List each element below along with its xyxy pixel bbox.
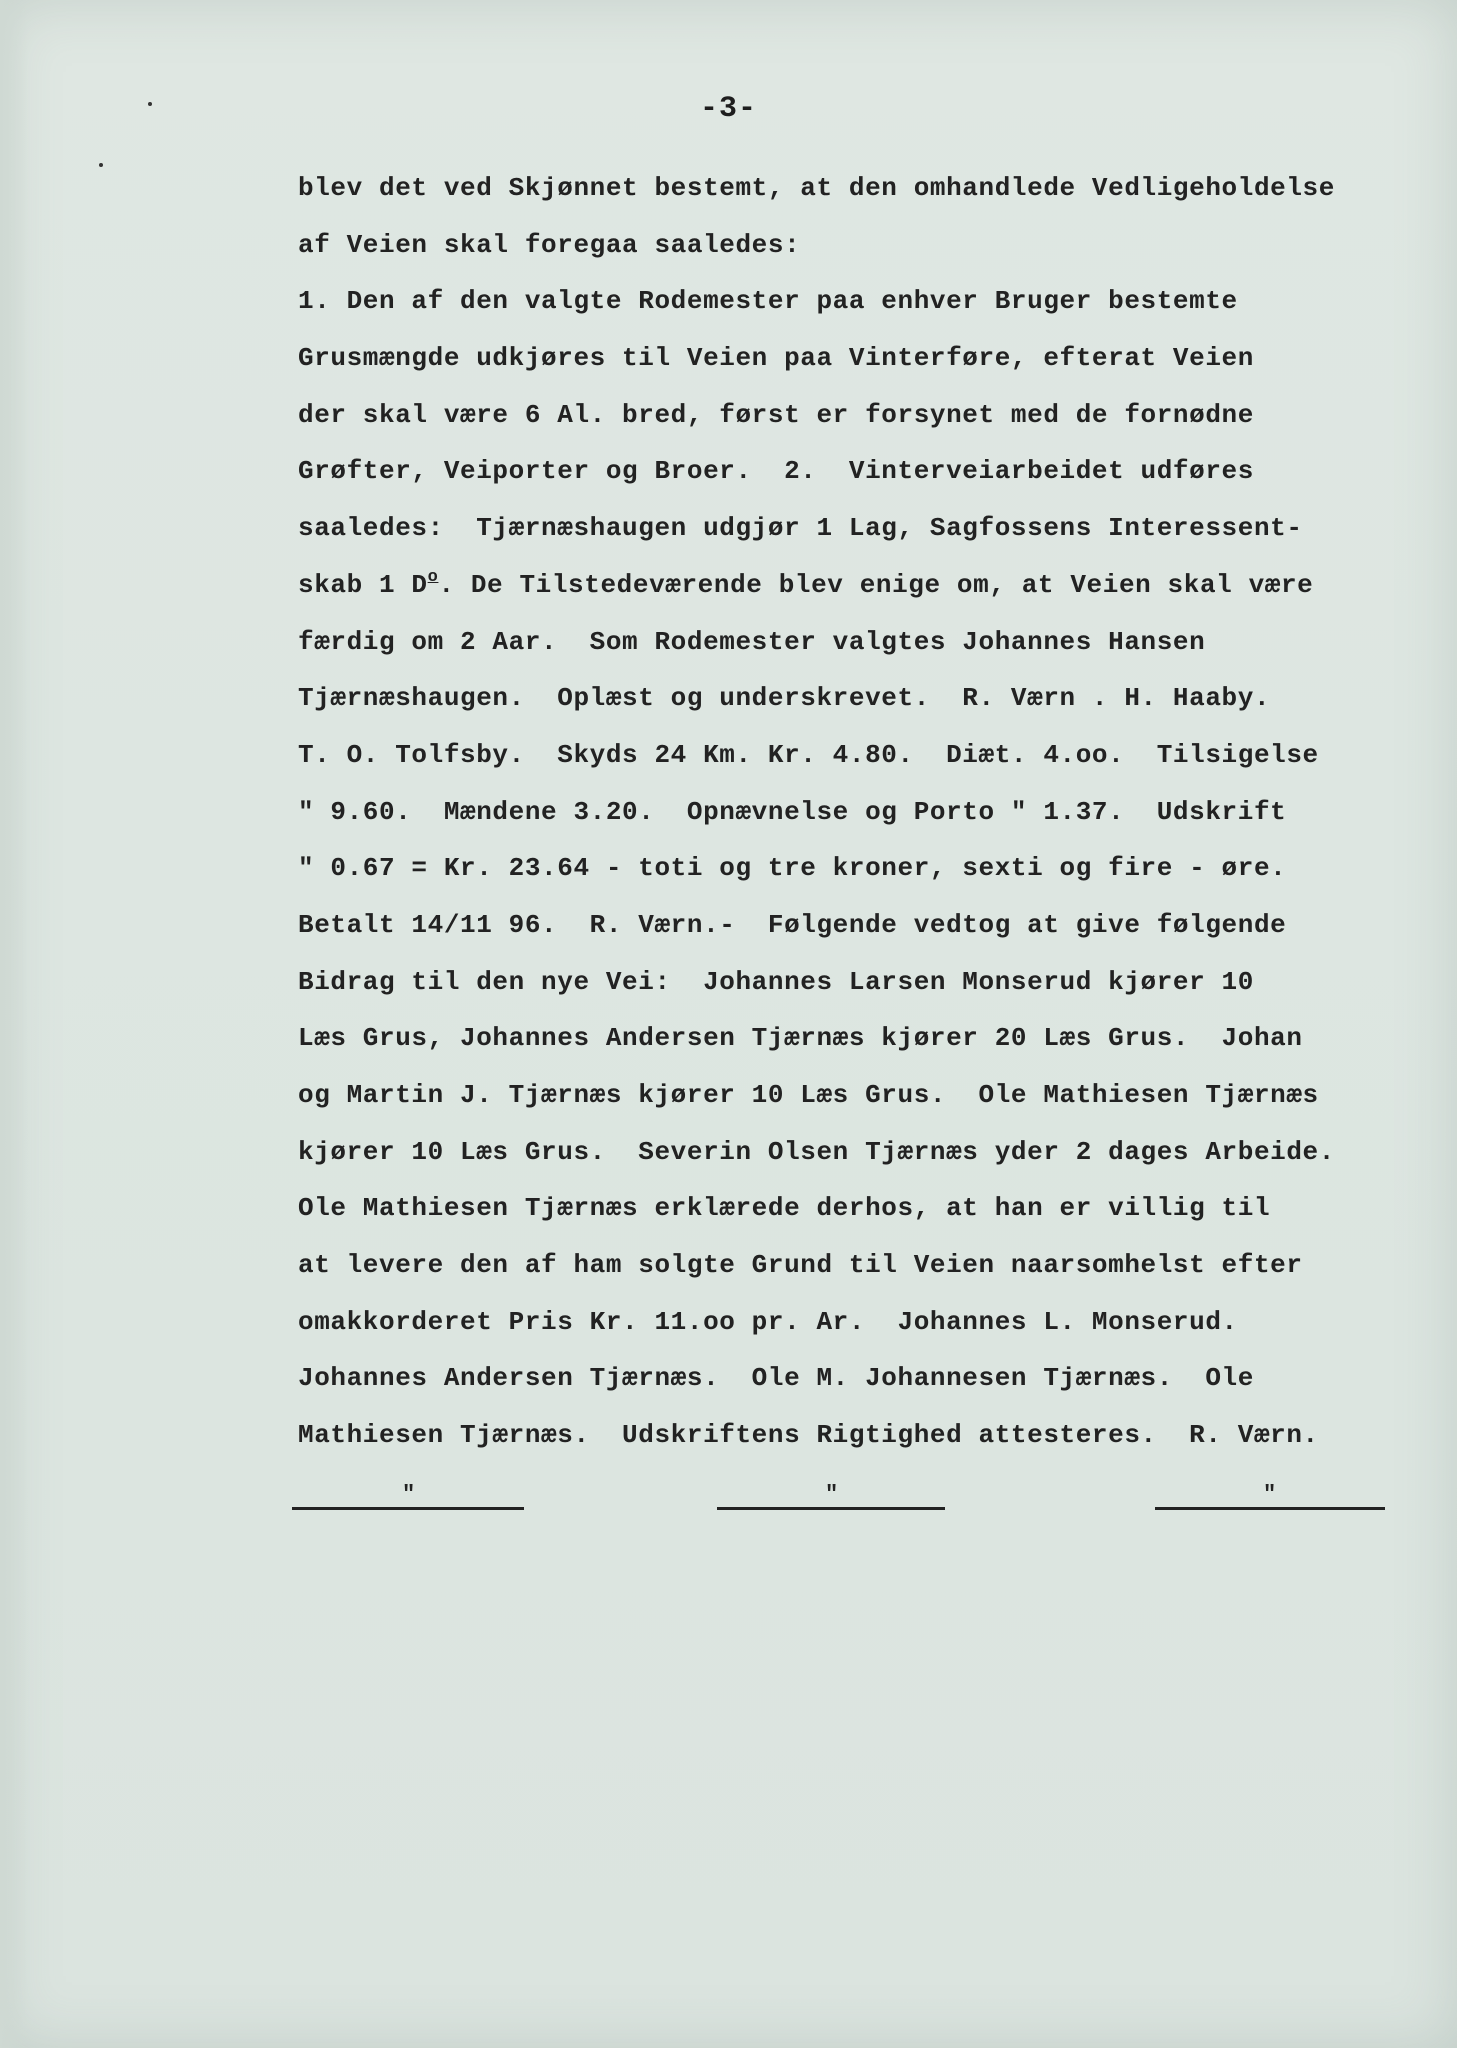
page-number: -3- — [699, 92, 757, 126]
ditto-mark-2: " — [825, 1482, 839, 1507]
ditto-signature-lines — [0, 1482, 1457, 1510]
ditto-line-1 — [292, 1507, 524, 1510]
text-line: og Martin J. Tjærnæs kjører 10 Læs Grus. Ole Mathiesen Tjærnæs — [298, 1080, 1319, 1110]
ditto-mark-1: " — [402, 1482, 416, 1507]
typed-text-block — [298, 160, 1438, 1464]
ditto-mark-3: " — [1263, 1482, 1277, 1507]
text-line: blev det ved Skjønnet bestemt, at den omhandlede Vedligeholdelse — [298, 173, 1335, 203]
page-edge-shadow — [0, 0, 28, 2048]
text-line: af Veien skal foregaa saaledes: — [298, 229, 801, 260]
text-line: Læs Grus, Johannes Andersen Tjærnæs kjører 20 Læs Grus. Johan — [298, 1023, 1303, 1054]
text-line: at levere den af ham solgte Grund til Veien naarsomhelst efter — [298, 1250, 1303, 1281]
ditto-line-3 — [1155, 1507, 1385, 1510]
text-line: Betalt 14/11 96. R. Værn.- Følgende vedtog at give følgende — [298, 909, 1287, 940]
text-line: færdig om 2 Aar. Som Rodemester valgtes Johannes Hansen — [298, 626, 1206, 657]
text-line: Bidrag til den nye Vei: Johannes Larsen Monserud kjører 10 — [298, 966, 1254, 997]
text-line: " 9.60. Mændene 3.20. Opnævnelse og Porto " 1.37. Udskrift — [298, 796, 1287, 827]
text-line: saaledes: Tjærnæshaugen udgjør 1 Lag, Sagfossens Interessent- — [298, 513, 1303, 544]
margin-mark-2 — [99, 163, 103, 167]
text-line: 1. Den af den valgte Rodemester paa enhver Bruger bestemte — [298, 286, 1238, 317]
text-segment: skab 1 D — [298, 569, 428, 600]
text-line-with-superscript — [298, 557, 1438, 614]
text-line: Grusmængde udkjøres til Veien paa Vinterføre, efterat Veien — [298, 343, 1254, 374]
text-line: " 0.67 = Kr. 23.64 - toti og tre kroner, sexti og fire - øre. — [298, 853, 1287, 884]
text-line: Tjærnæshaugen. Oplæst og underskrevet. R. Værn . H. Haaby. — [298, 683, 1271, 714]
text-line: Mathiesen Tjærnæs. Udskriftens Rigtighed attesteres. R. Værn. — [298, 1420, 1319, 1451]
text-line: Johannes Andersen Tjærnæs. Ole M. Johannesen Tjærnæs. Ole — [298, 1363, 1254, 1394]
superscript: o — [427, 567, 439, 587]
text-line: T. O. Tolfsby. Skyds 24 Km. Kr. 4.80. Diæt. 4.oo. Tilsigelse — [298, 739, 1319, 770]
text-line: Ole Mathiesen Tjærnæs erklærede derhos, at han er villig til — [298, 1193, 1271, 1224]
text-segment: . De Tilstedeværende blev enige om, at Veien skal være — [438, 569, 1314, 600]
text-line: omakkorderet Pris Kr. 11.oo pr. Ar. Johannes L. Monserud. — [298, 1306, 1238, 1337]
text-line: kjører 10 Læs Grus. Severin Olsen Tjærnæs yder 2 dages Arbeide. — [298, 1136, 1335, 1167]
text-line: Grøfter, Veiporter og Broer. 2. Vinterveiarbeidet udføres — [298, 456, 1254, 487]
ditto-line-2 — [717, 1507, 945, 1510]
text-line: der skal være 6 Al. bred, først er forsynet med de fornødne — [298, 399, 1254, 430]
